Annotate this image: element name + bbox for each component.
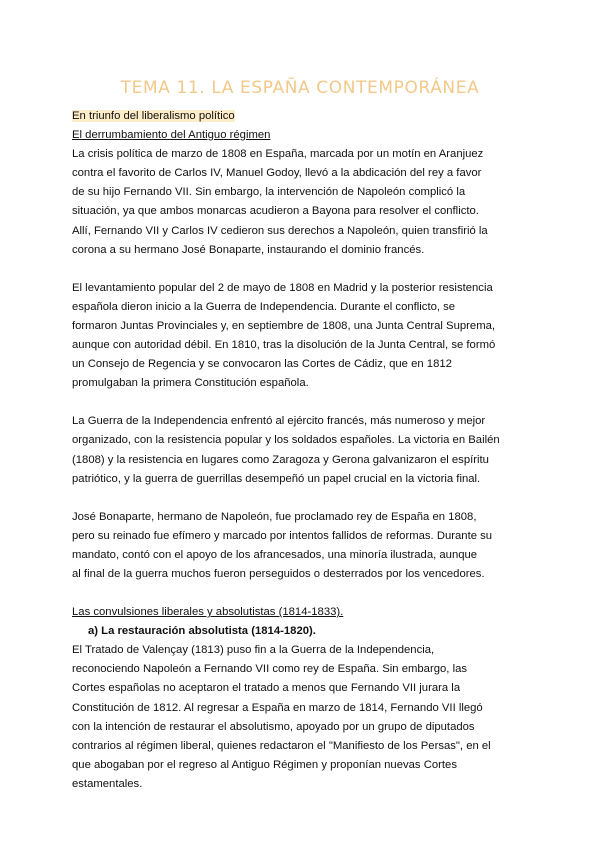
text-line: contrarios al régimen liberal, quienes redactaron el "Manifiesto de los Persas", en el <box>72 739 491 752</box>
text-line: aunque con autoridad débil. En 1810, tras la disolución de la Junta Central, se formó <box>72 339 496 352</box>
text-line: Cortes españolas no aceptaron el tratado a menos que Fernando VII jurara la <box>72 682 461 695</box>
paragraph-4 <box>72 508 532 584</box>
section-heading: En triunfo del liberalismo político <box>72 110 235 122</box>
paragraph-5 <box>72 641 532 794</box>
text-line: El levantamiento popular del 2 de mayo de 1808 en Madrid y la posterior resistencia <box>72 281 493 294</box>
text-line: con la intención de restaurar el absolutismo, apoyado por un grupo de diputados <box>72 720 475 733</box>
text-line: al final de la guerra muchos fueron perseguidos o desterrados por los vencedores. <box>72 567 485 580</box>
text-line: Constitución de 1812. Al regresar a España en marzo de 1814, Fernando VII llegó <box>72 701 483 714</box>
text-line: La crisis política de marzo de 1808 en España, marcada por un motín en Aranjuez <box>72 148 484 161</box>
document-body <box>72 107 532 794</box>
text-line: Allí, Fernando VII y Carlos IV cedieron sus derechos a Napoleón, quien transfirió la <box>72 224 488 237</box>
section-heading-convulsiones: Las convulsiones liberales y absolutistas (1814-1833). <box>72 606 344 619</box>
text-line: pero su reinado fue efímero y marcado por intentos fallidos de reformas. Durante su <box>72 529 493 542</box>
text-line: un Consejo de Regencia y se convocaron las Cortes de Cádiz, que en 1812 <box>72 358 452 371</box>
page-title: TEMA 11. LA ESPAÑA CONTEMPORÁNEA <box>120 78 480 98</box>
text-line: que abogaban por el regreso al Antiguo Régimen y proponían nuevas Cortes <box>72 758 457 771</box>
text-line: mandato, contó con el apoyo de los afrancesados, una minoría ilustrada, aunque <box>72 548 478 561</box>
text-line: reconociendo Napoleón a Fernando VII como rey de España. Sin embargo, las <box>72 663 468 676</box>
text-line: corona a su hermano José Bonaparte, instaurando el dominio francés. <box>72 243 425 256</box>
text-line: promulgaban la primera Constitución española. <box>72 377 309 390</box>
paragraph-2 <box>72 279 532 394</box>
text-line: estamentales. <box>72 777 143 790</box>
text-line: (1808) y la resistencia en lugares como Zaragoza y Gerona galvanizaron el espíritu <box>72 453 489 466</box>
list-subheading: a) La restauración absolutista (1814-1820). <box>88 625 316 638</box>
text-line: contra el favorito de Carlos IV, Manuel Godoy, llevó a la abdicación del rey a favor <box>72 167 482 180</box>
text-line: organizado, con la resistencia popular y los soldados españoles. La victoria en Bailén <box>72 434 500 447</box>
text-line: situación, ya que ambos monarcas acudieron a Bayona para resolver el conflicto. <box>72 205 479 218</box>
paragraph-3 <box>72 412 532 488</box>
paragraph-1 <box>72 145 532 260</box>
text-line: de su hijo Fernando VII. Sin embargo, la intervención de Napoleón complicó la <box>72 186 466 199</box>
text-line: La Guerra de la Independencia enfrentó al ejército francés, más numeroso y mejor <box>72 415 486 428</box>
text-line: española dieron inicio a la Guerra de Independencia. Durante el conflicto, se <box>72 300 456 313</box>
text-line: formaron Juntas Provinciales y, en septiembre de 1808, una Junta Central Suprema, <box>72 319 496 332</box>
text-line: patriótico, y la guerra de guerrillas desempeñó un papel crucial en la victoria final. <box>72 472 481 485</box>
text-line: José Bonaparte, hermano de Napoleón, fue proclamado rey de España en 1808, <box>72 510 477 523</box>
text-line: El Tratado de Valençay (1813) puso fin a la Guerra de la Independencia, <box>72 644 435 657</box>
subsection-heading: El derrumbamiento del Antiguo régimen <box>72 129 271 142</box>
